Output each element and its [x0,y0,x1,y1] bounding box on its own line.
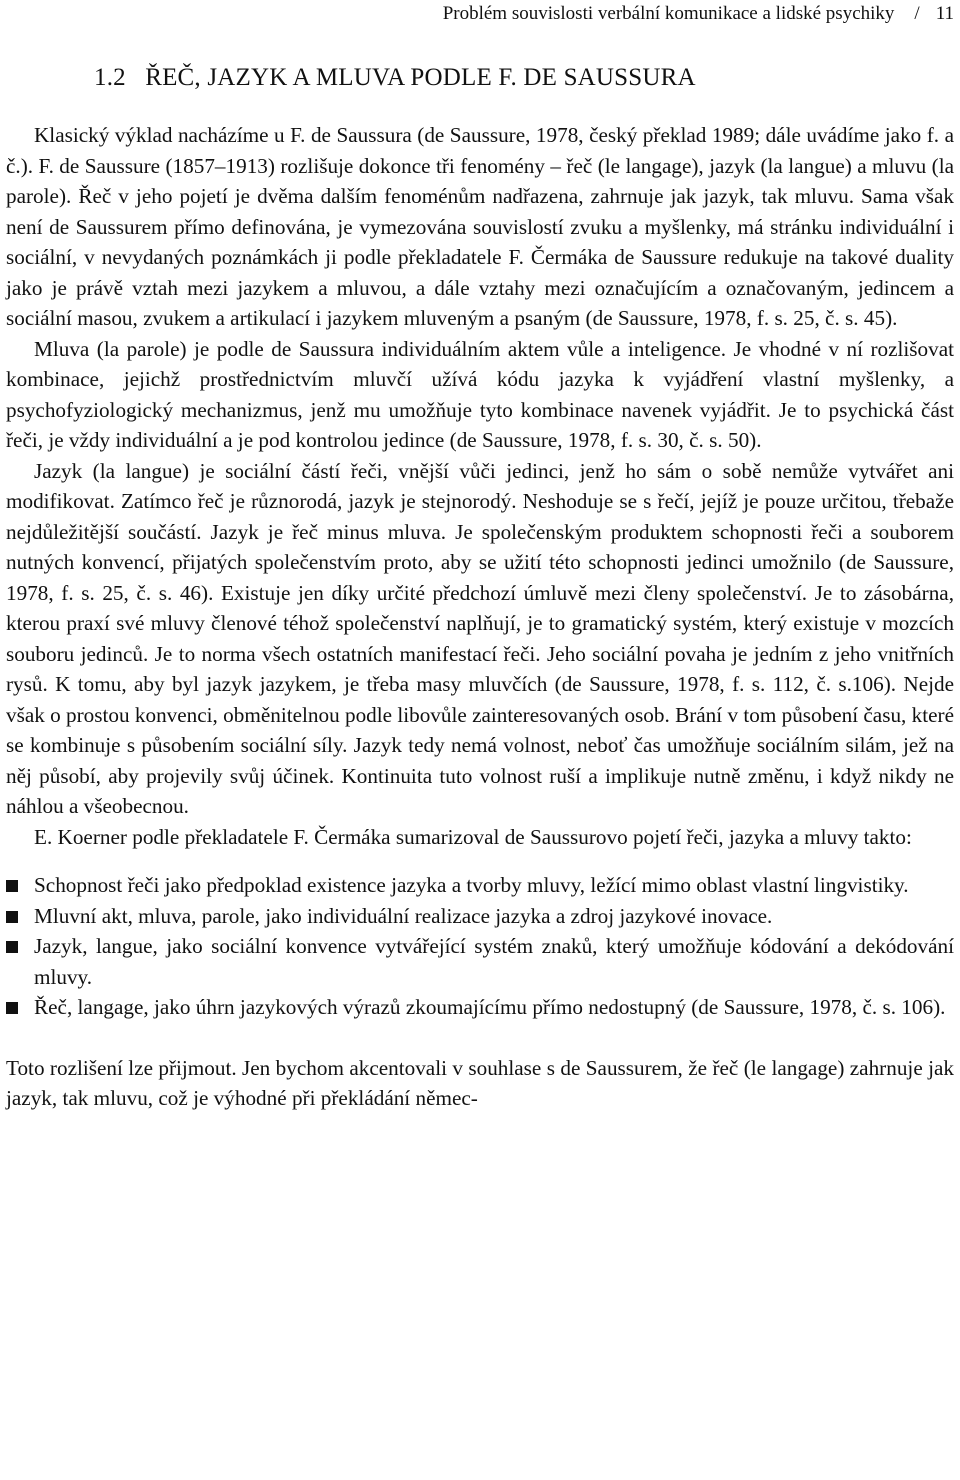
running-header [443,2,954,26]
paragraph-koerner: E. Koerner podle překladatele F. Čermáka sumarizoval de Saussurovo pojetí řeči, jazyka a mluvy takto: [34,824,912,849]
bullet-list [6,870,954,1023]
list-item-text: Jazyk, langue, jako sociální konvence vytvářející systém znaků, který umožňuje kódování a dekódování mluvy. [34,934,954,989]
list-item [6,870,954,901]
section-title: 1.2 ŘEČ, JAZYK A MLUVA PODLE F. DE SAUSSURA [94,64,696,91]
paragraph-intro: Klasický výklad nacházíme u F. de Saussura (de Saussure, 1978, český překlad 1989; dále uvádíme jako f. a č.). F. de Saussure (1857–1913) rozlišuje dokonce tři fenomény – řeč (le langage), jazyk (la langue) a mluvu (la parole). Řeč v jeho pojetí je dvěma dalším fenoménům nadřazena, zahrnuje jak jazyk, tak mluvu. Sama však není de Saussurem přímo definována, je vymezována souvislostí zvuku a myšlenky, má stránku individuální i sociální, v nevydaných poznámkách ji podle překladatele F. Čermáka de Saussure redukuje na takové duality jako je právě vztah mezi jazykem a mluvou, a dále vztahy mezi označujícím a označovaným, jedincem a sociální masou, zvukem a artikulací i jazykem mluveným a psaným (de Saussure, 1978, f. s. 25, č. s. 45). [6,123,954,330]
square-bullet-icon [6,880,18,892]
running-header-title: Problém souvislosti verbální komunikace a lidské psychiky [442,3,895,24]
list-item-text: Schopnost řeči jako předpoklad existence jazyka a tvorby mluvy, ležící mimo oblast vlastní lingvistiky. [34,873,909,897]
body-text [6,120,954,1114]
running-header-separator: / [914,3,920,24]
square-bullet-icon [6,911,18,923]
paragraph-closing: Toto rozlišení lze přijmout. Jen bychom akcentovali v souhlase s de Saussurem, že řeč (le langage) zahrnuje jak jazyk, tak mluvu, což je výhodné při překládání němec- [6,1055,954,1110]
list-item [6,901,954,932]
page-number: 11 [935,3,954,24]
paragraph-mluva: Mluva (la parole) je podle de Saussura individuálním aktem vůle a inteligence. Je vhodné v ní rozlišovat kombinace, jejichž prostřednictvím mluvčí užívá kódu jazyka k vyjádření vlastní myšlenky, a psychofyziologický mechanizmus, jenž mu umožňuje tyto kombinace navenek vyjádřit. Je to psychická část řeči, je vždy individuální a je pod kontrolou jedince (de Saussure, 1978, f. s. 30, č. s. 50). [6,336,954,452]
list-item-text: Řeč, langage, jako úhrn jazykových výrazů zkoumajícímu přímo nedostupný (de Saussure, 1978, č. s. 106). [34,995,946,1019]
list-item [6,992,954,1023]
paragraph-jazyk: Jazyk (la langue) je sociální částí řeči, vnější vůči jedinci, jenž ho sám o sobě nemůže vytvářet ani modifikovat. Zatímco řeč je různorodá, jazyk je stejnorodý. Neshoduje se s řečí, jejíž je pouze určitou, třebaže nejdůležitější součástí. Jazyk je řeč minus mluva. Je společenským produktem schopnosti řeči a souborem nutných konvencí, přijatých společenstvím proto, aby se užití této schopnosti jedinci umožnilo (de Saussure, 1978, f. s. 25, č. s. 46). Existuje jen díky určité předchozí úmluvě mezi členy společenství. Je to zásobárna, kterou praxí své mluvy členové téhož společenství naplňují, je to gramatický systém, který existuje v mozcích souboru jedinců. Je to norma všech ostatních manifestací řeči. Jeho sociální povaha je jedním z jeho vnitřních rysů. K tomu, aby byl jazyk jazykem, je třeba masy mluvčích (de Saussure, 1978, f. s. 112, č. s.106). Nejde však o prostou konvenci, obměnitelnou podle libovůle zainteresovaných osob. Brání v tom působení času, které se kombinuje s působením sociální síly. Jazyk tedy nemá volnost, neboť čas umožňuje sociálním silám, jež na něj působí, aby projevily svůj účinek. Kontinuita tuto volnost ruší a implikuje nutně změnu, i když nikdy ne náhlou a všeobecnou. [6,458,954,818]
square-bullet-icon [6,1002,18,1014]
list-item [6,931,954,992]
list-item-text: Mluvní akt, mluva, parole, jako individuální realizace jazyka a zdroj jazykové inovace. [34,903,773,928]
square-bullet-icon [6,941,18,953]
